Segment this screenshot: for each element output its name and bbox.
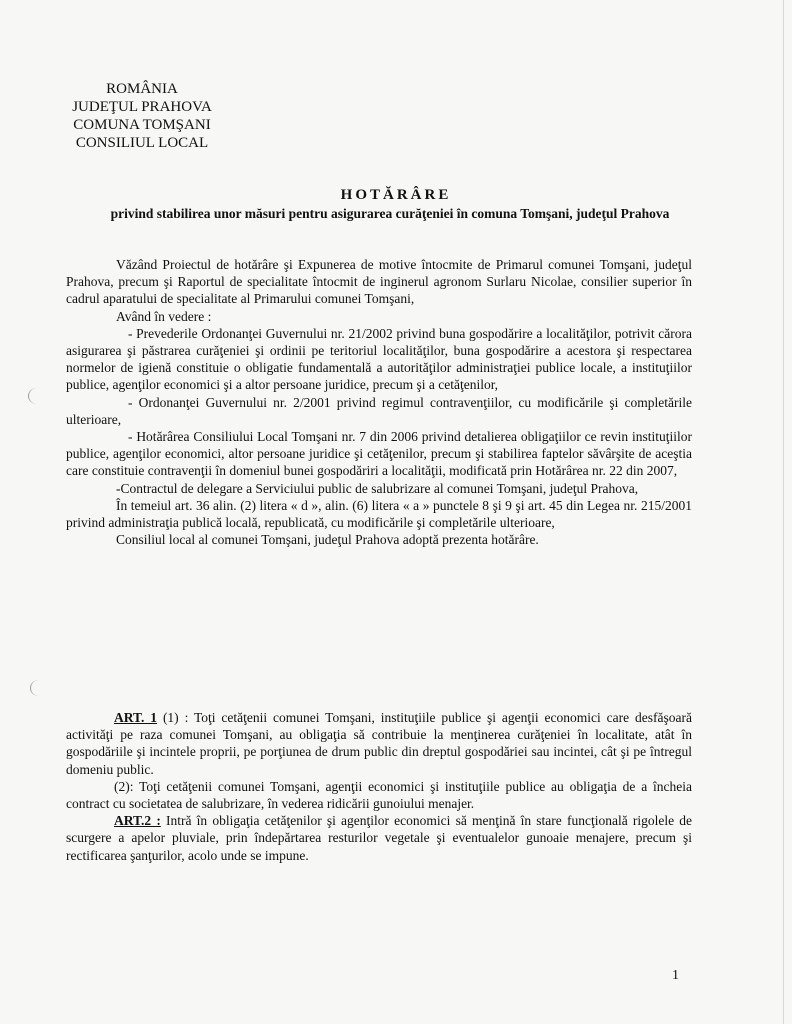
punch-hole-mark: [30, 680, 47, 696]
header-line: COMUNA TOMŞANI: [73, 117, 211, 133]
document-title: HOTĂRÂRE: [340, 187, 452, 203]
articles: [66, 709, 692, 864]
preamble: [66, 256, 692, 548]
header-line: JUDEŢUL PRAHOVA: [72, 99, 212, 115]
article-2-label: ART.2 :: [114, 813, 161, 829]
punch-hole-mark: [28, 388, 45, 404]
header-line: ROMÂNIA: [106, 81, 178, 97]
document-subtitle: privind stabilirea unor măsuri pentru asigurarea curăţeniei în comuna Tomşani, judeţul Prahova: [110, 206, 670, 221]
preamble-paragraph: Văzând Proiectul de hotărâre şi Expunerea de motive întocmite de Primarul comunei Tomşani, judeţul Prahova, precum şi Raportul de specialitate întocmit de inginerul agronom Surlaru Nicolae, consilier superior în cadrul aparatului de specialitate al Primarului comunei Tomşani,: [66, 257, 692, 307]
article-1-text: (1) : Toţi cetăţenii comunei Tomşani, instituţiile publice şi agenţii economici care desfăşoară activităţi pe raza comunei Tomşani, au obligaţia să contribuie la menţinerea curăţeniei în localitate, atât în gospodăriile şi incintele proprii, pe porţiunea de drum public din dreptul gospodăriei sau incintei, cât şi pe întregul domeniu public.: [66, 710, 692, 777]
page-edge: [783, 0, 784, 1024]
preamble-paragraph: - Prevederile Ordonanţei Guvernului nr. 21/2002 privind buna gospodărire a localităţilor, potrivit cărora asigurarea şi păstrarea curăţeniei şi ordinii pe teritoriul localităţilor, buna gospodărire a acestora şi respectarea normelor de igienă constituie o obligatie fundamentală a autorităţilor administraţiei publice locale, a instituţiilor publice, agenţilor economici şi a altor persoane juridice, precum şi a cetăţenilor,: [66, 325, 692, 393]
article-1-paragraph: [66, 709, 692, 778]
preamble-paragraph: Consiliul local al comunei Tomşani, judeţul Prahova adoptă prezenta hotărâre.: [116, 532, 539, 548]
article-1-paragraph-2: (2): Toţi cetăţenii comunei Tomşani, agenţii economici şi instituţiile publice au obligaţia de a încheia contract cu societatea de salubrizare, în vederea ridicării gunoiului menajer.: [66, 778, 692, 812]
preamble-paragraph: În temeiul art. 36 alin. (2) litera « d », alin. (6) litera « a » punctele 8 şi 9 şi art. 45 din Legea nr. 215/2001 privind administraţia publică locală, republicată, cu modificările şi completările ulterioare,: [66, 497, 692, 531]
article-2-text: Intră în obligaţia cetăţenilor şi agenţilor economici să menţină în stare funcţională rigolele de scurgere a apelor pluviale, prin îndepărtarea resturilor vegetale şi eventualelor gunoaie menajere, precum şi rectificarea şanţurilor, acolo unde se impune.: [66, 813, 692, 863]
preamble-paragraph: - Hotărârea Consiliului Local Tomşani nr. 7 din 2006 privind detalierea obligaţiilor ce revin instituţiilor publice, agenţilor economici, altor persoane juridice şi cetăţenilor, precum şi stabilirea faptelor săvârşite de aceştia care constituie contravenţii în domeniul bunei gospodăriri a localităţii, modificată prin Hotărârea nr. 22 din 2007,: [66, 429, 692, 479]
preamble-paragraph: Având în vedere :: [116, 308, 212, 324]
article-2-paragraph: [66, 812, 692, 864]
preamble-paragraph: -Contractul de delegare a Serviciului public de salubrizare al comunei Tomşani, judeţul Prahova,: [116, 480, 639, 496]
preamble-paragraph: - Ordonanţei Guvernului nr. 2/2001 privind regimul contravenţiilor, cu modificările şi completările ulterioare,: [66, 394, 692, 427]
institution-header: [62, 80, 222, 152]
header-line: CONSILIUL LOCAL: [75, 135, 209, 151]
article-1-label: ART. 1: [114, 710, 158, 725]
page-number: 1: [672, 968, 679, 983]
